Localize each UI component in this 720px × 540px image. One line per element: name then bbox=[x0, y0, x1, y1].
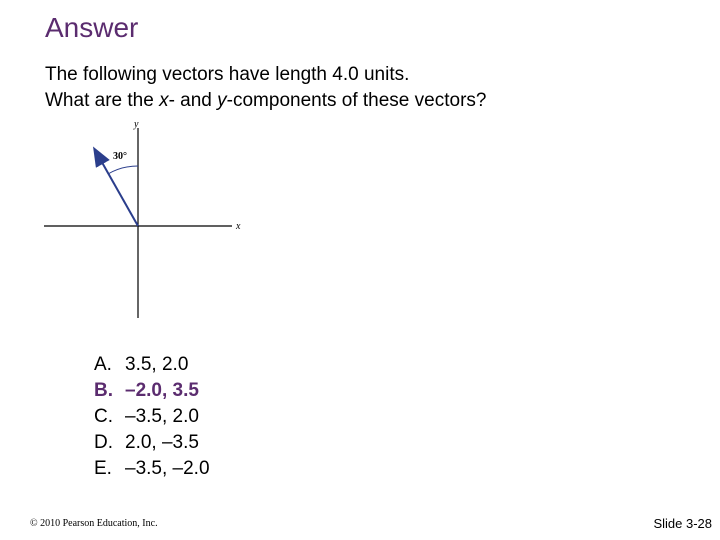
choice-text: –3.5, 2.0 bbox=[125, 406, 199, 427]
choice-letter: D. bbox=[94, 432, 113, 453]
slide-title: Answer bbox=[45, 12, 139, 43]
choice-letter: E. bbox=[94, 458, 112, 479]
choice-text: 3.5, 2.0 bbox=[125, 354, 189, 375]
question-text-part: What are the bbox=[45, 90, 160, 111]
question-text-part: - and bbox=[168, 90, 218, 111]
choice-letter: C. bbox=[94, 406, 113, 427]
choice-letter: B. bbox=[94, 380, 113, 401]
x-axis-label: x bbox=[236, 221, 241, 232]
choice-letter: A. bbox=[94, 354, 112, 375]
choice-d bbox=[94, 430, 210, 456]
choice-text: 2.0, –3.5 bbox=[125, 432, 199, 453]
question-line-2 bbox=[45, 88, 486, 114]
angle-label: 30° bbox=[113, 151, 127, 162]
choice-text: –2.0, 3.5 bbox=[125, 380, 199, 401]
copyright-notice: © 2010 Pearson Education, Inc. bbox=[30, 518, 158, 529]
slide-number: Slide 3-28 bbox=[653, 516, 712, 531]
y-variable: y bbox=[217, 90, 227, 111]
y-axis-label: y bbox=[134, 119, 139, 130]
angle-arc bbox=[108, 166, 138, 174]
choice-b-correct bbox=[94, 378, 210, 404]
choice-c bbox=[94, 404, 210, 430]
choice-text: –3.5, –2.0 bbox=[125, 458, 210, 479]
question-text bbox=[45, 62, 486, 114]
vector-diagram bbox=[40, 118, 260, 328]
x-variable: x bbox=[159, 90, 169, 111]
answer-choices bbox=[94, 352, 210, 482]
question-text-part: -components of these vectors? bbox=[226, 90, 487, 111]
choice-a bbox=[94, 352, 210, 378]
choice-e bbox=[94, 456, 210, 482]
question-line-1: The following vectors have length 4.0 units. bbox=[45, 64, 410, 85]
